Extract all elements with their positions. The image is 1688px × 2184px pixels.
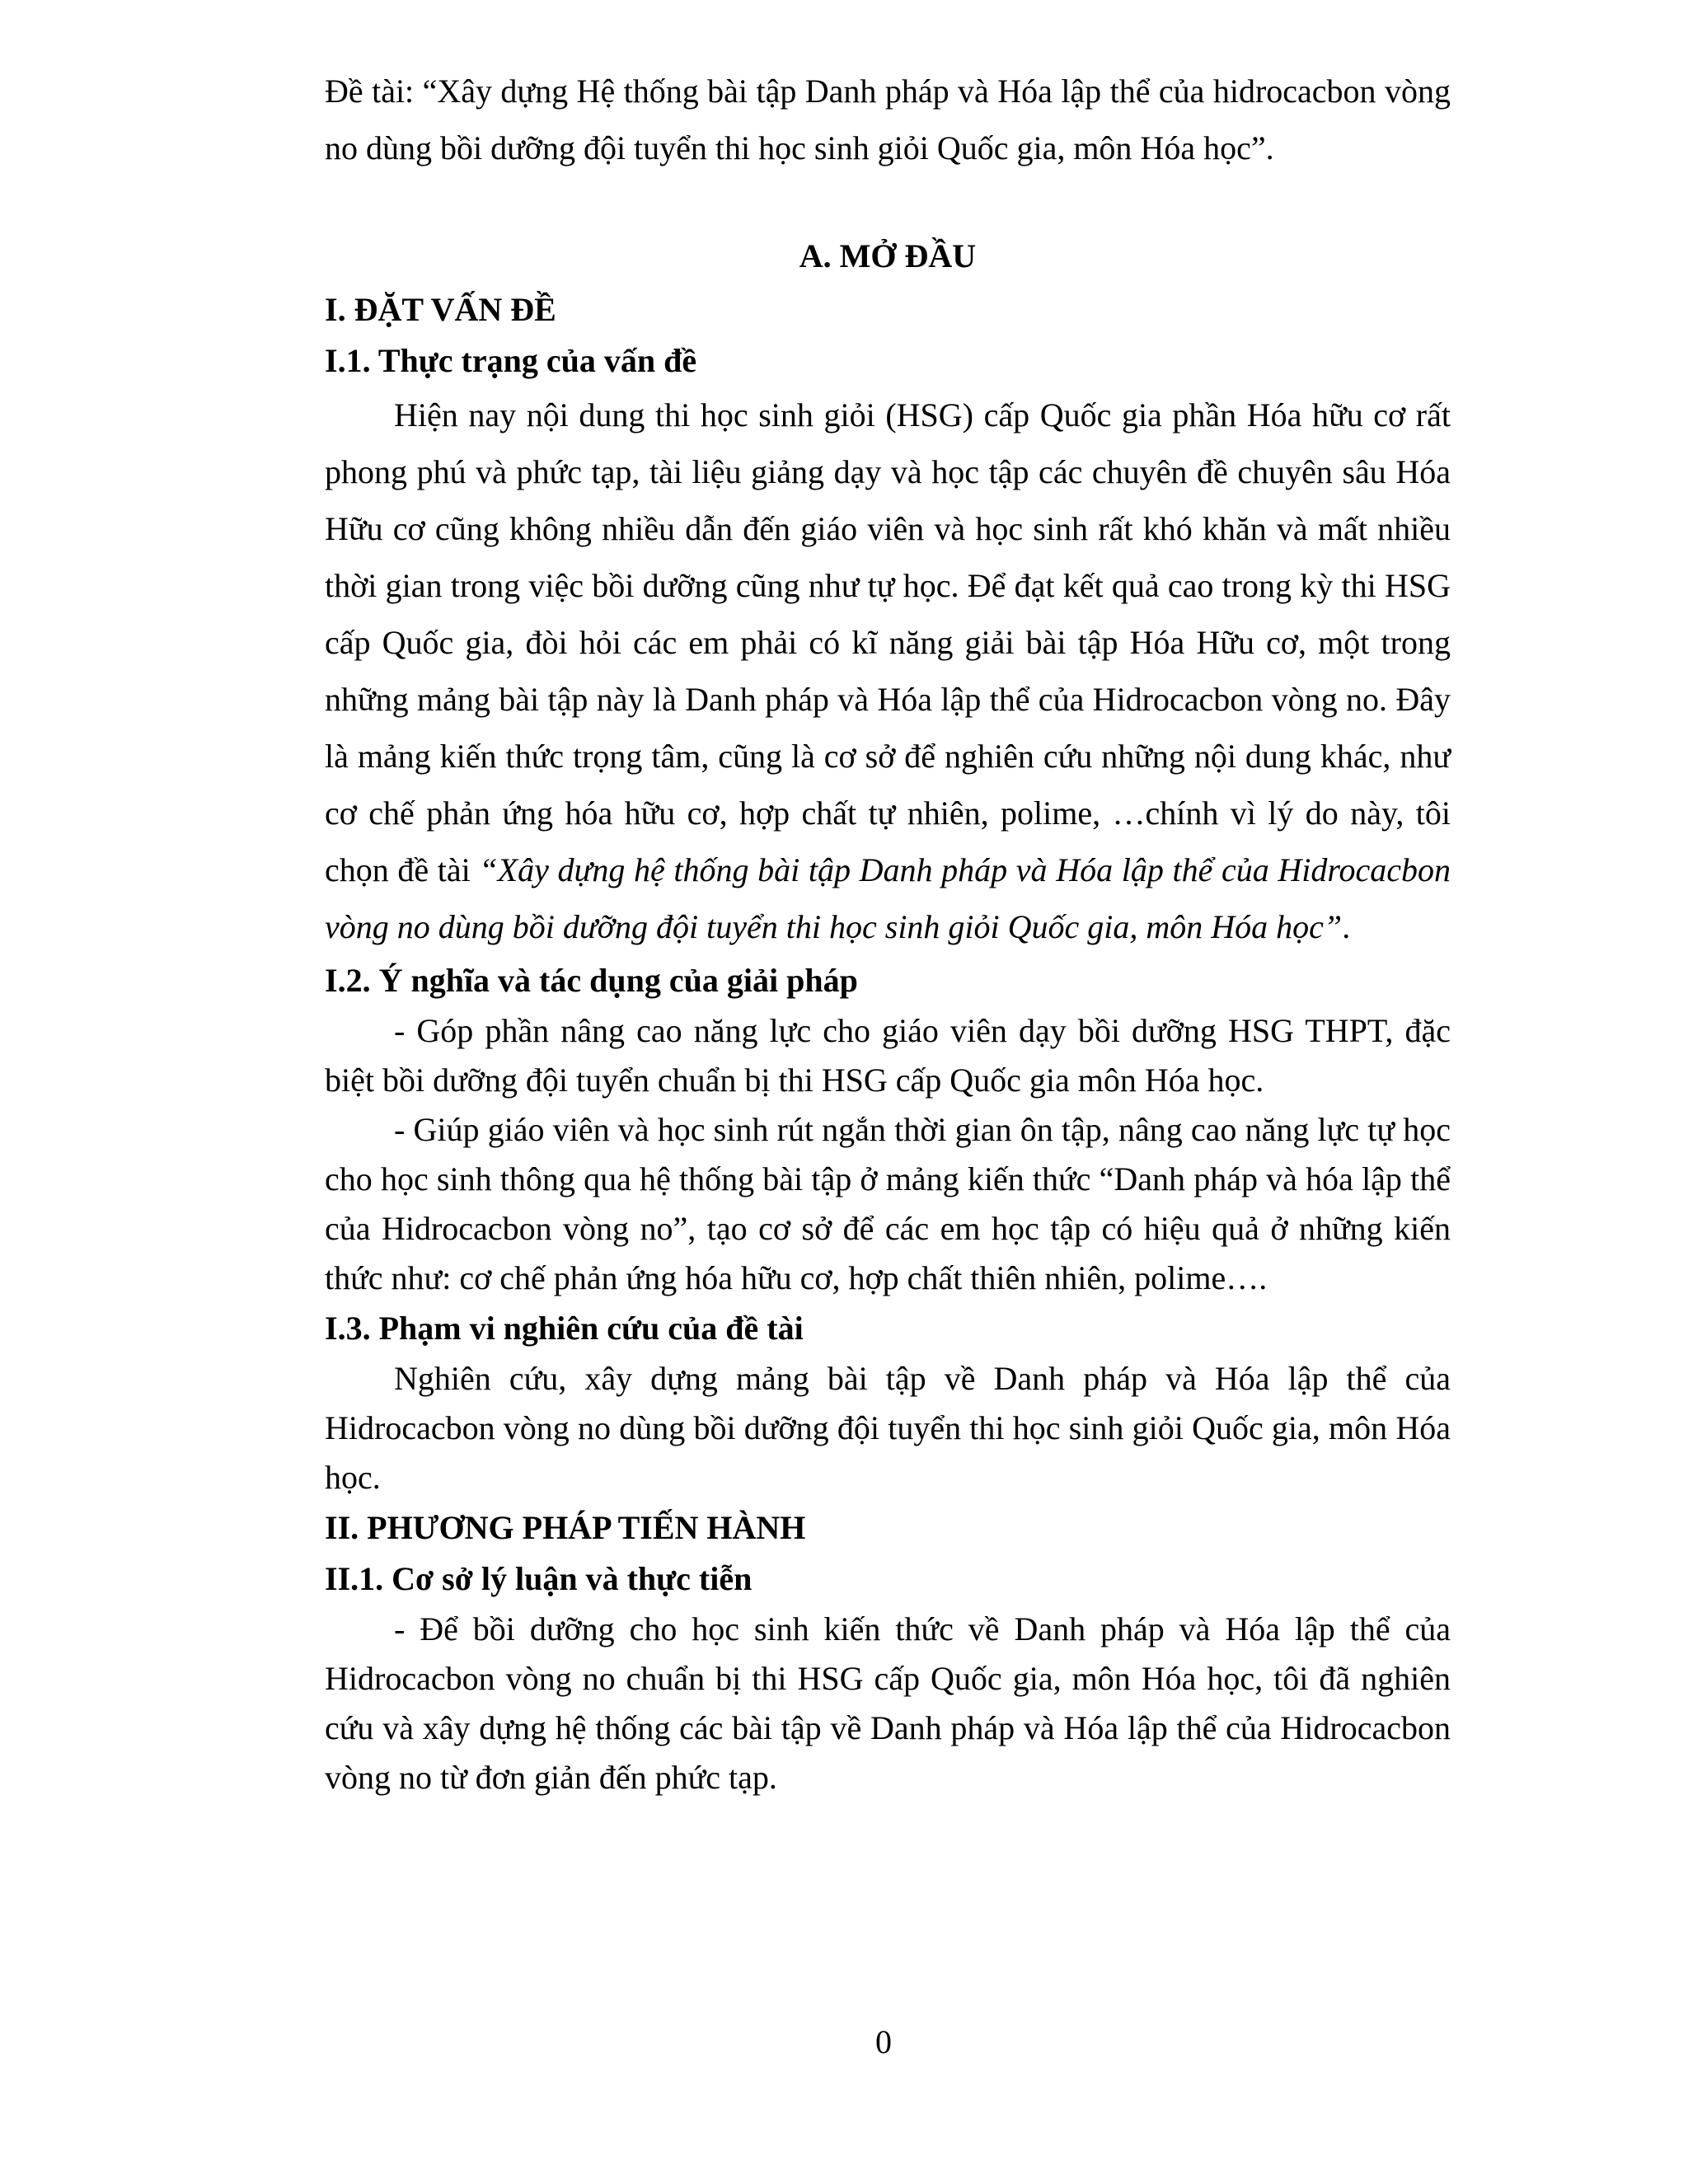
section-1-2-bullet-1: - Góp phần nâng cao năng lực cho giáo viên dạy bồi dưỡng HSG THPT, đặc biệt bồi dưỡng đội tuyển chuẩn bị thi HSG cấp Quốc gia môn Hóa học.	[325, 1012, 1451, 1099]
section-1-2-bullet-2: - Giúp giáo viên và học sinh rút ngắn thời gian ôn tập, nâng cao năng lực tự học cho học sinh thông qua hệ thống bài tập ở mảng kiến thức “Danh pháp và hóa lập thể của Hidrocacbon vòng no”, tạo cơ sở để các em học tập có hiệu quả ở những kiến thức như: cơ chế phản ứng hóa hữu cơ, hợp chất thiên nhiên, polime….	[325, 1111, 1451, 1296]
section-1-1-heading: I.1. Thực trạng của vấn đề	[325, 342, 697, 379]
topic-paragraph: Đề tài: “Xây dựng Hệ thống bài tập Danh pháp và Hóa lập thể của hidrocacbon vòng no dùng bồi dưỡng đội tuyển thi học sinh giỏi Quốc gia, môn Hóa học”.	[325, 73, 1451, 166]
page-number: 0	[875, 2023, 892, 2060]
section-2-1-heading: II.1. Cơ sở lý luận và thực tiễn	[325, 1560, 753, 1597]
section-1-1-text: Hiện nay nội dung thi học sinh giỏi (HSG) cấp Quốc gia phần Hóa hữu cơ rất phong phú và phức tạp, tài liệu giảng dạy và học tập các chuyên đề chuyên sâu Hóa Hữu cơ cũng không nhiều dẫn đến giáo viên và học sinh rất khó khăn và mất nhiều thời gian trong việc bồi dưỡng cũng như tự học. Để đạt kết quả cao trong kỳ thi HSG cấp Quốc gia, đòi hỏi các em phải có kĩ năng giải bài tập Hóa Hữu cơ, một trong những mảng bài tập này là Danh pháp và Hóa lập thể của Hidrocacbon vòng no. Đây là mảng kiến thức trọng tâm, cũng là cơ sở để nghiên cứu những nội dung khác, như cơ chế phản ứng hóa hữu cơ, hợp chất tự nhiên, polime, …chính vì lý do này, tôi chọn đề tài	[325, 396, 1451, 888]
section-2-heading: II. PHƯƠNG PHÁP TIẾN HÀNH	[325, 1509, 806, 1546]
section-1-heading: I. ĐẶT VẤN ĐỀ	[325, 291, 556, 328]
document-page	[325, 63, 1451, 1802]
section-1-1-italic-title: “Xây dựng hệ thống bài tập Danh pháp và Hóa lập thể của Hidrocacbon vòng no dùng bồi dưỡng đội tuyển thi học sinh giỏi Quốc gia, môn Hóa học”	[325, 851, 1451, 945]
section-1-3-paragraph: Nghiên cứu, xây dựng mảng bài tập về Danh pháp và Hóa lập thể của Hidrocacbon vòng no dùng bồi dưỡng đội tuyển thi học sinh giỏi Quốc gia, môn Hóa học.	[325, 1360, 1451, 1496]
section-1-3-heading: I.3. Phạm vi nghiên cứu của đề tài	[325, 1310, 804, 1347]
main-title: A. MỞ ĐẦU	[799, 237, 977, 274]
section-1-1-end: .	[1342, 908, 1351, 945]
section-1-1-paragraph	[325, 387, 1451, 955]
section-1-2-heading: I.2. Ý nghĩa và tác dụng của giải pháp	[325, 962, 858, 999]
section-2-1-bullet-1: - Để bồi dưỡng cho học sinh kiến thức về Danh pháp và Hóa lập thể của Hidrocacbon vòng no chuẩn bị thi HSG cấp Quốc gia, môn Hóa học, tôi đã nghiên cứu và xây dựng hệ thống các bài tập về Danh pháp và Hóa lập thể của Hidrocacbon vòng no từ đơn giản đến phức tạp.	[325, 1610, 1451, 1796]
